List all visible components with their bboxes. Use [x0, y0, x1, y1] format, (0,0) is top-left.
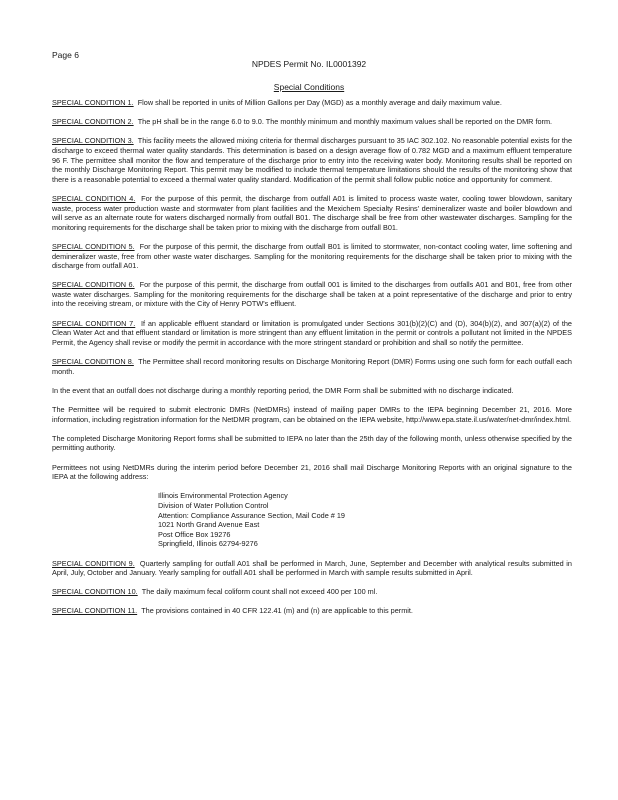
condition-text: Quarterly sampling for outfall A01 shall be performed in March, June, September and December with analytical results submitted in April, July, October and January. Yearly sampling for outfall A01 shall be performed in March with sample results submitted in April. [52, 558, 572, 578]
special-condition-3 [52, 136, 572, 184]
address-line: Post Office Box 19276 [158, 529, 231, 539]
special-condition-1 [52, 98, 572, 108]
address-line: Springfield, Illinois 62794-9276 [158, 539, 258, 549]
condition-text: For the purpose of this permit, the discharge from outfall 001 is limited to the discharges from outfalls A01 and B01, free from other waste water discharges. Sampling for the monitoring requirements for the discharge shall be taken at a point representative of the discharge and prior to entry into the receiving stream, or mixture with the City of Henry POTW's effluent. [52, 280, 572, 309]
condition-label: SPECIAL CONDITION 7. [52, 318, 136, 328]
condition-text: The pH shall be in the range 6.0 to 9.0. The monthly minimum and monthly maximum values shall be reported on the DMR form. [137, 117, 553, 127]
condition-text: The provisions contained in 40 CFR 122.41 (m) and (n) are applicable to this permit. [141, 606, 413, 616]
special-condition-8 [52, 357, 572, 376]
condition-text: The Permittee shall record monitoring results on Discharge Monitoring Report (DMR) Forms using one such form for each outfall each month. [52, 357, 572, 376]
special-condition-5 [52, 242, 572, 271]
special-condition-10 [52, 587, 572, 597]
condition-label: SPECIAL CONDITION 2. [52, 117, 134, 127]
document-body [52, 98, 572, 626]
condition-text: If an applicable effluent standard or limitation is promulgated under Sections 301(b)(2)(C) and (D), 304(b)(2), and 307(a)(2) of the Clean Water Act and that effluent standard or limitation is more stringent than any effluent limitation in the permit or controls a pollutant not limited in the NPDES Permit, the Agency shall revise or modify the permit in accordance with the more stringent standard or prohibition and shall so notify the permittee. [52, 318, 572, 347]
condition-label: SPECIAL CONDITION 1. [52, 98, 134, 107]
condition-label: SPECIAL CONDITION 4. [52, 193, 136, 203]
condition-label: SPECIAL CONDITION 11. [52, 606, 138, 616]
condition-label: SPECIAL CONDITION 9. [52, 558, 135, 568]
special-condition-9 [52, 559, 572, 578]
section-title: Special Conditions [273, 82, 345, 92]
address-line: Attention: Compliance Assurance Section, Mail Code # 19 [158, 510, 345, 520]
condition-text: This facility meets the allowed mixing criteria for thermal discharges pursuant to 35 IAC 302.102. No reasonable potential exists for the discharge to exceed thermal water quality standards. This determination is based on a design average flow of 0.782 MGD and a maximum effluent temperature 96 F. The permittee shall monitor the flow and temperature of the discharge prior to entry into the receiving water body. Monitoring results shall be reported on the monthly Discharge Monitoring Report. This permit may be modified to include thermal temperature limitations should the results of the monitoring show that there is a reasonable potential to exceed a thermal water quality standard. Modification of the permit shall follow public notice and opportunity for comment. [52, 136, 573, 184]
special-condition-6 [52, 280, 572, 309]
condition-text: The daily maximum fecal coliform count shall not exceed 400 per 100 ml. [141, 587, 378, 597]
address-line: Illinois Environmental Protection Agency [158, 491, 288, 501]
address-line: 1021 North Grand Avenue East [158, 520, 260, 530]
condition-text: For the purpose of this permit, the discharge from outfall B01 is limited to stormwater, non-contact cooling water, lime softening and demineralizer waste, free from other waste water discharges. Sampling for the monitoring requirements for the discharge shall be taken prior to mixing with the discharge from outfall A01. [52, 241, 572, 271]
condition-label: SPECIAL CONDITION 8. [52, 357, 134, 367]
address-line: Division of Water Pollution Control [158, 500, 269, 510]
condition-label: SPECIAL CONDITION 5. [52, 241, 135, 251]
condition-8-deadline: The completed Discharge Monitoring Report forms shall be submitted to IEPA no later than the 25th day of the following month, unless otherwise specified by the permitting authority. [52, 433, 572, 453]
mailing-address [158, 491, 572, 549]
special-condition-11 [52, 606, 572, 616]
permit-number: NPDES Permit No. IL0001392 [251, 59, 367, 69]
condition-label: SPECIAL CONDITION 10. [52, 587, 138, 597]
condition-8-netdmr: The Permittee will be required to submit electronic DMRs (NetDMRs) instead of mailing paper DMRs to the IEPA beginning December 21, 2016. More information, including registration information for the NetDMR program, can be obtained on the IEPA website, http://www.epa.state.il.us/water/net-dmr/index.html. [52, 405, 572, 424]
page-number: Page 6 [52, 50, 79, 60]
condition-8-no-discharge: In the event that an outfall does not discharge during a monthly reporting period, the DMR Form shall be submitted with no discharge indicated. [52, 385, 514, 395]
condition-text: For the purpose of this permit, the discharge from outfall A01 is limited to process waste water, cooling tower blowdown, sanitary waste, process water production waste and stormwater from plant facilities and the Mexichem Specialty Resins' demineralizer waste and boiler blowdown and will serve as an alternate route for waters discharged normally from outfall B01. The discharge shall be free from other wastewater discharges. Sampling for the monitoring requirements for the discharge shall be taken prior to mixing with the discharge from outfall B01. [52, 193, 572, 232]
special-condition-7 [52, 319, 572, 348]
special-condition-2 [52, 117, 572, 127]
condition-text: Flow shall be reported in units of Million Gallons per Day (MGD) as a monthly average and daily maximum value. [137, 98, 502, 107]
condition-8-mailing: Permittees not using NetDMRs during the interim period before December 21, 2016 shall mail Discharge Monitoring Reports with an original signature to the IEPA at the following address: [52, 462, 572, 482]
condition-label: SPECIAL CONDITION 6. [52, 280, 135, 290]
condition-label: SPECIAL CONDITION 3. [52, 136, 134, 146]
special-condition-4 [52, 194, 572, 232]
